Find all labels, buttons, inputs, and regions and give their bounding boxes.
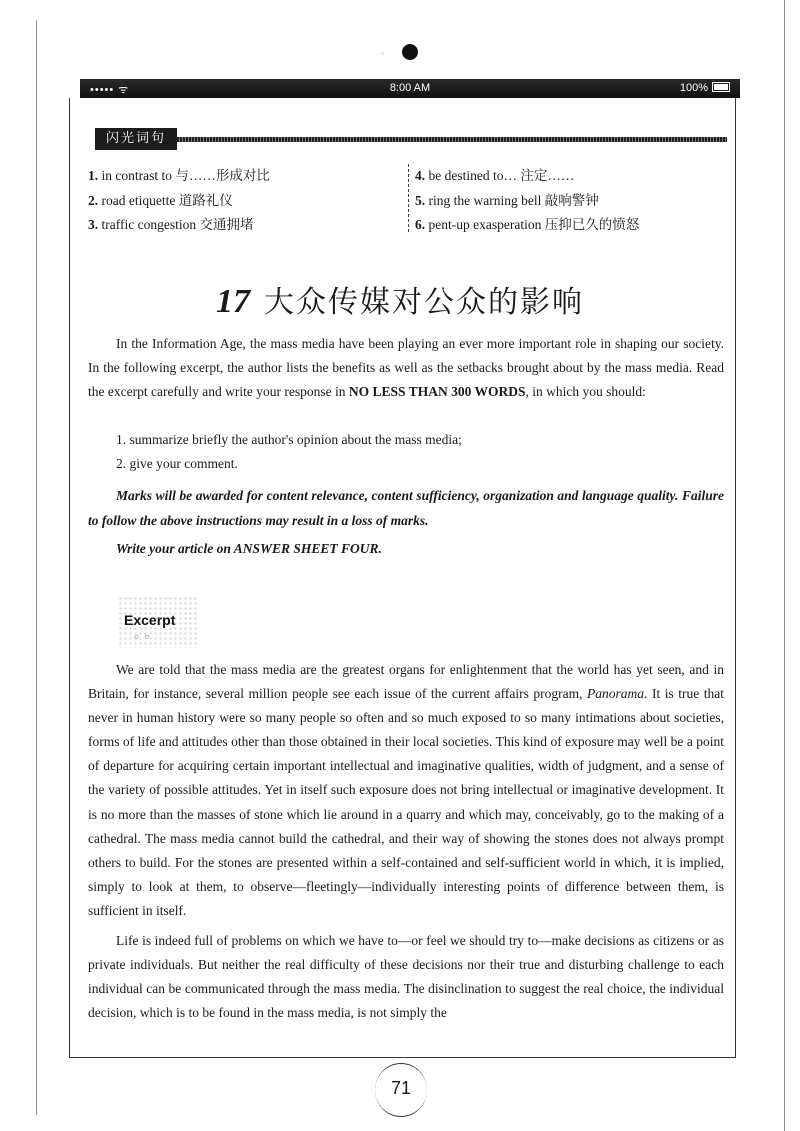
excerpt-paragraph: Life is indeed full of problems on which we have to—or feel we should try to—make decisions as citizens or as private individuals. But neither the real difficulty of these decisions nor their true and disturbing challenge to each individual can be communicated through the mass media. The disinclination to suggest the real choice, the individual decision, which is to be found in the mass media, is not simply the — [88, 933, 724, 1021]
vocab-list-right — [415, 164, 639, 238]
title-number: 17 — [216, 283, 250, 320]
vocab-item: 1. in contrast to 与……形成对比 — [88, 168, 270, 183]
prompt-item: 1. summarize briefly the author's opinion about the mass media; — [116, 432, 462, 447]
content-frame-left — [69, 98, 70, 1058]
page-edge-right — [784, 0, 785, 1131]
vocab-item: 5. ring the warning bell 敲响警钟 — [415, 192, 599, 208]
vocab-divider — [408, 164, 409, 232]
page-title — [0, 277, 800, 321]
excerpt-paragraph: We are told that the mass media are the greatest organs for enlightenment that the world has yet seen, and in Britain, for instance, several million people see each issue of the current affairs program, Panorama. It is true that never in human history were so many people so often and so much exposed to so many intimations about societies, forms of life and attitudes other than those obtained in their local societies. This kind of exposure may well be a point of departure for acquiring certain important intellectual and imaginative qualities, width of judgment, and a sense of the variety of possible attitudes. Yet in itself such exposure does not bring intellectual or imaginative development. It is no more than the masses of stone which lie around in a quarry and which may, conceivably, go to the making of a cathedral. The mass media cannot build the cathedral, and their way of showing the stones does not always prompt others to build. For the stones are presented within a self-contained and self-sufficient world in which, it is implied, simply to look at them, to observe—fleetingly—individually interesting points of difference between them, is sufficient in itself. — [88, 662, 725, 918]
content-frame-bottom — [69, 1057, 736, 1058]
battery-percent: 100% — [679, 82, 708, 94]
excerpt-label: Excerpt — [124, 612, 176, 628]
status-time: 8:00 AM — [389, 82, 431, 94]
speaker-icon: ◦ — [380, 50, 386, 60]
page-number-badge — [375, 1063, 427, 1117]
prompt-intro: In the Information Age, the mass media have been playing an ever more important role in shaping our society. In the following excerpt, the author lists the benefits as well as the setbacks brought about by the mass media. Read the excerpt carefully and write your response in NO LESS THAN 300 WORDS, in which you should: — [88, 336, 724, 400]
status-bar — [80, 79, 740, 98]
vocab-item: 2. road etiquette 道路礼仪 — [88, 192, 233, 208]
battery-icon — [712, 82, 730, 92]
page-edge-left — [36, 20, 37, 1115]
decorative-dots-icon: ○○ — [134, 632, 156, 641]
camera-icon — [402, 44, 418, 60]
section-tag: 闪光词句 — [95, 128, 177, 150]
answer-sheet-note: Write your article on ANSWER SHEET FOUR. — [116, 541, 382, 556]
title-text: 大众传媒对公众的影响 — [264, 285, 584, 320]
excerpt-text — [88, 658, 724, 1025]
page-number: 71 — [390, 1078, 412, 1098]
excerpt-badge — [118, 596, 198, 648]
vocab-item: 4. be destined to… 注定…… — [415, 168, 575, 183]
vocab-item: 6. pent-up exasperation 压抑已久的愤怒 — [415, 217, 640, 232]
battery-indicator — [680, 82, 730, 94]
vocab-item: 3. traffic congestion 交通拥堵 — [88, 217, 254, 232]
signal-icon: ••••• ᯤ — [90, 84, 130, 96]
marking-note: Marks will be awarded for content relevance, content sufficiency, organization and language quality. Failure to follow the above instructions may result in a loss of marks. — [88, 488, 724, 528]
prompt-item: 2. give your comment. — [116, 456, 238, 471]
section-divider — [177, 137, 727, 142]
word-requirement: NO LESS THAN 300 WORDS — [348, 384, 526, 400]
vocab-list-left — [88, 164, 270, 238]
content-frame-right — [735, 98, 736, 1058]
